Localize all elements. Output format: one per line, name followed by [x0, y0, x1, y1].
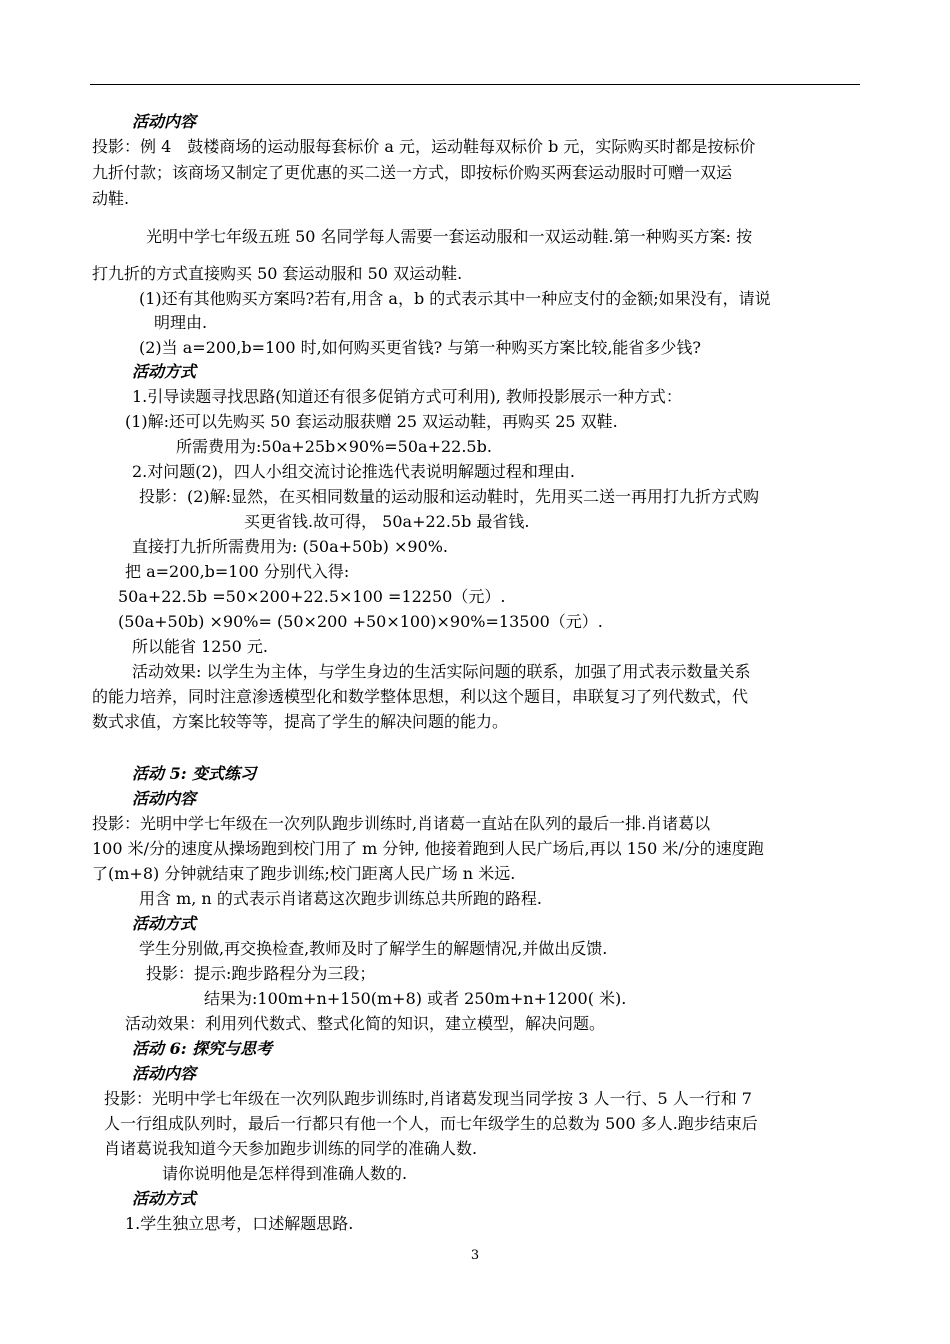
heading-activity-5: 活动 5: 变式练习	[132, 764, 257, 783]
text-line: 学生分别做,再交换检查,教师及时了解学生的解题情况,并做出反馈.	[139, 939, 608, 958]
text-line: 投影：例 4 鼓楼商场的运动服每套标价 a 元，运动鞋每双标价 b 元，实际购买时都是按标价	[92, 137, 756, 156]
text-line: 肖诸葛说我知道今天参加跑步训练的同学的准确人数.	[104, 1139, 478, 1158]
text-line: (1)还有其他购买方案吗?若有,用含 a，b 的式表示其中一种应支付的金额;如果没有，请说	[139, 289, 771, 308]
text-line: 光明中学七年级五班 50 名同学每人需要一套运动服和一双运动鞋.第一种购买方案: 按	[146, 227, 753, 246]
text-line: 投影：(2)解:显然，在买相同数量的运动服和运动鞋时，先用买二送一再用打九折方式购	[139, 487, 760, 506]
text-line: 的能力培养，同时注意渗透模型化和数学整体思想，利以这个题目，串联复习了列代数式，代	[92, 687, 749, 706]
heading-activity-method: 活动方式	[132, 362, 197, 381]
text-line: 50a+22.5b =50×200+22.5×100 =12250（元）.	[118, 587, 506, 606]
text-line: 所以能省 1250 元.	[132, 637, 268, 656]
text-line-effect: 活动效果：利用列代数式、整式化简的知识，建立模型，解决问题。	[125, 1014, 606, 1033]
text-line: 投影：光明中学七年级在一次列队跑步训练时,肖诸葛一直站在队列的最后一排.肖诸葛以	[92, 814, 711, 833]
heading-activity-content: 活动内容	[132, 789, 197, 808]
text-line: 100 米/分的速度从操场跑到校门用了 m 分钟, 他接着跑到人民广场后,再以 150 米/分的速度跑	[92, 839, 764, 858]
text-line: 明理由.	[154, 313, 208, 332]
text-line: (50a+50b) ×90%= (50×200 +50×100)×90%=13500（元）.	[118, 612, 603, 631]
text-line: (2)当 a=200,b=100 时,如何购买更省钱? 与第一种购买方案比较,能省多少钱?	[139, 338, 702, 357]
text-line: 2.对问题(2)，四人小组交流讨论推选代表说明解题过程和理由.	[132, 462, 576, 481]
text-line: 1.学生独立思考，口述解题思路.	[125, 1214, 354, 1233]
text-line: 投影：光明中学七年级在一次列队跑步训练时,肖诸葛发现当同学按 3 人一行、5 人一行和 7	[104, 1089, 752, 1108]
text-line: 投影：提示:跑步路程分为三段；	[146, 964, 376, 983]
page-number: 3	[470, 1248, 480, 1263]
header-rule	[90, 84, 860, 85]
text-line-effect: 活动效果: 以学生为主体，与学生身边的生活实际问题的联系，加强了用式表示数量关系	[132, 662, 751, 681]
text-line: 1.引导读题寻找思路(知道还有很多促销方式可利用), 教师投影展示一种方式：	[132, 387, 682, 406]
heading-activity-content: 活动内容	[132, 112, 197, 131]
text-line: (1)解:还可以先购买 50 套运动服获赠 25 双运动鞋，再购买 25 双鞋.	[125, 412, 618, 431]
text-line: 九折付款；该商场又制定了更优惠的买二送一方式，即按标价购买两套运动服时可赠一双运	[92, 163, 733, 182]
text-line: 了(m+8) 分钟就结束了跑步训练;校门距离人民广场 n 米远.	[92, 864, 516, 883]
heading-activity-method: 活动方式	[132, 914, 197, 933]
text-line: 结果为:100m+n+150(m+8) 或者 250m+n+1200( 米).	[204, 989, 627, 1008]
text-line: 人一行组成队列时，最后一行都只有他一个人，而七年级学生的总数为 500 多人.跑步结束后	[104, 1114, 758, 1133]
text-line: 数式求值，方案比较等等，提高了学生的解决问题的能力。	[92, 712, 509, 731]
text-line: 直接打九折所需费用为: (50a+50b) ×90%.	[132, 537, 449, 556]
heading-activity-method: 活动方式	[132, 1189, 197, 1208]
text-line: 把 a=200,b=100 分别代入得:	[125, 562, 350, 581]
text-line: 用含 m, n 的式表示肖诸葛这次跑步训练总共所跑的路程.	[139, 889, 542, 908]
text-line: 动鞋.	[92, 189, 130, 208]
text-line: 所需费用为:50a+25b×90%=50a+22.5b.	[176, 437, 492, 456]
heading-activity-6: 活动 6: 探究与思考	[132, 1039, 273, 1058]
heading-activity-content: 活动内容	[132, 1064, 197, 1083]
text-line: 买更省钱.故可得， 50a+22.5b 最省钱.	[244, 512, 530, 531]
text-line: 打九折的方式直接购买 50 套运动服和 50 双运动鞋.	[92, 264, 463, 283]
text-line: 请你说明他是怎样得到准确人数的.	[162, 1164, 408, 1183]
